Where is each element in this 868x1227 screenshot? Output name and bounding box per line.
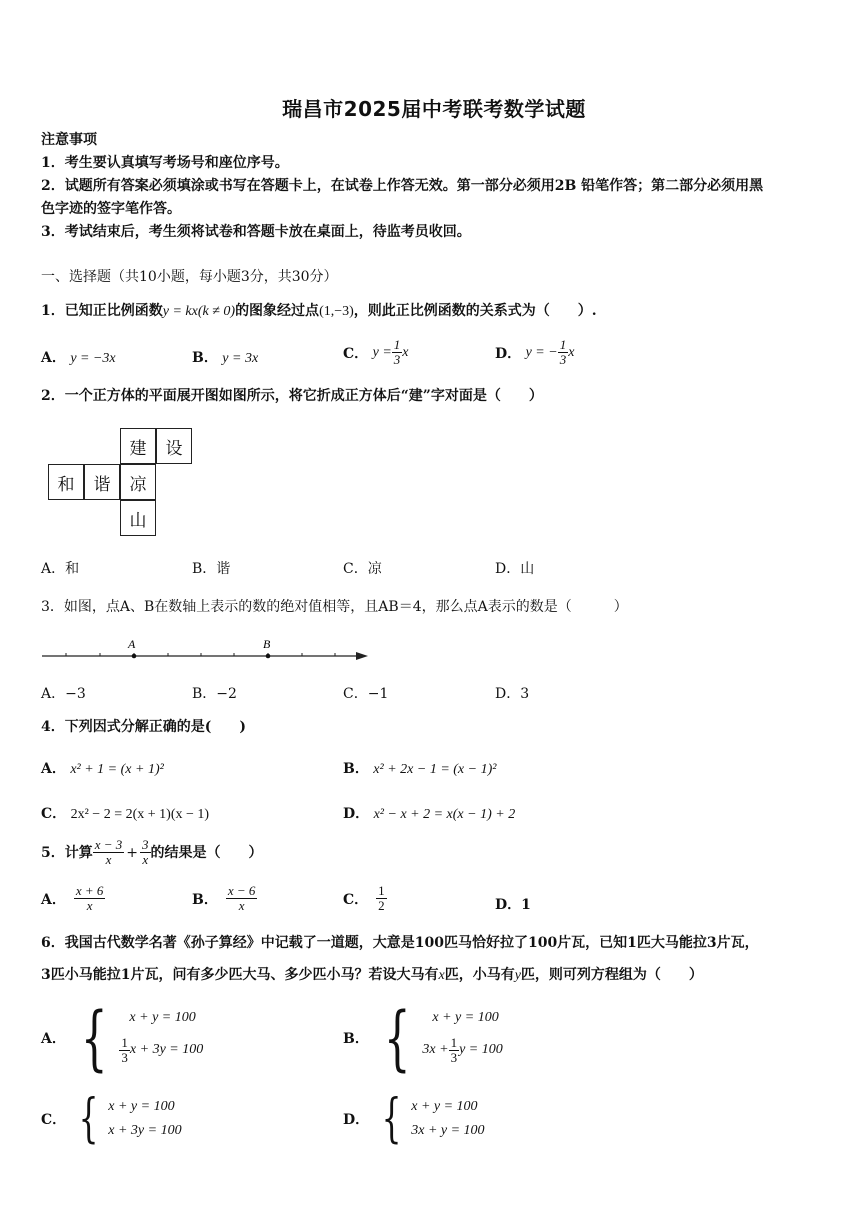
q5-b-label: B．: [192, 891, 218, 908]
q5-b-fraction: [226, 884, 258, 913]
q5-option-d[interactable]: D．1: [495, 897, 531, 913]
q6-a-brace: {: [80, 997, 108, 1079]
q6-a-label: A．: [41, 1031, 66, 1047]
q6-stem-line2: [41, 966, 703, 985]
point-a-label: A: [128, 637, 136, 651]
q1-a-label: A．: [41, 350, 66, 366]
q4-option-a[interactable]: [41, 758, 164, 778]
q6-option-c[interactable]: [41, 1089, 182, 1149]
q6-b-system: [422, 1006, 502, 1070]
q3-option-a[interactable]: A．−3: [41, 686, 86, 702]
q1-a-text: y = −3x: [70, 351, 116, 366]
q6-c-label: C．: [41, 1112, 67, 1128]
q1-option-c[interactable]: [343, 338, 409, 367]
q2-option-a[interactable]: A．和: [41, 561, 80, 577]
q6-b-eq2-den: 3: [450, 1049, 458, 1065]
q6-option-d[interactable]: [343, 1089, 485, 1149]
q5-a-den: x: [86, 898, 93, 913]
q4-d-text: x² − x + 2 = x(x − 1) + 2: [373, 807, 516, 822]
q6-a-eq1: x + y = 100: [129, 1010, 196, 1025]
q5-plus: +: [126, 844, 139, 861]
q2-option-c[interactable]: C．凉: [343, 561, 382, 577]
notice-item-2-cont: 色字迹的签字笔作答。: [41, 201, 181, 217]
q4-option-b[interactable]: [343, 758, 496, 778]
q6-b-eq2-pre: 3x +: [422, 1042, 449, 1057]
q1-d-num: 1: [559, 337, 567, 352]
q1-c-num: 1: [393, 337, 401, 352]
q6-c-system: [108, 1095, 181, 1143]
section-heading: 一、选择题（共10小题，每小题3分，共30分）: [41, 269, 338, 285]
q5-c-den: 2: [378, 898, 385, 913]
q1-option-d[interactable]: [495, 338, 574, 367]
q1-option-b[interactable]: [192, 347, 258, 367]
q6-line2-mid: 匹，小马有: [444, 967, 515, 983]
q6-b-brace: {: [383, 997, 411, 1079]
q6-var-x: x: [438, 968, 445, 983]
q5-b-den: x: [238, 898, 245, 913]
q1-b-label: B．: [192, 350, 218, 366]
q5-f2-den: x: [142, 852, 149, 867]
net-cell-xie: 谐: [84, 464, 120, 500]
q1-math-function: y = kx(k ≠ 0): [162, 304, 236, 319]
q1-c-den: 3: [393, 352, 401, 367]
q6-b-eq2-fraction: [449, 1036, 460, 1065]
q3-option-c[interactable]: C．−1: [343, 686, 389, 702]
q6-a-eq2-num: 1: [121, 1034, 128, 1050]
q6-a-eq2-fraction: [119, 1036, 130, 1065]
q6-b-eq2-post: y = 100: [459, 1042, 503, 1057]
q6-a-system: [119, 1006, 203, 1070]
q6-a-eq2-den: 3: [121, 1049, 128, 1065]
point-a-dot: [132, 654, 137, 659]
q6-d-eq1: x + y = 100: [411, 1099, 478, 1114]
q6-stem-line1: 6．我国古代数学名著《孙子算经》中记载了一道题，大意是100匹马恰好拉了100片瓦，已知1匹大马能拉3片瓦，: [41, 935, 759, 951]
q4-option-d[interactable]: [343, 803, 515, 823]
q4-b-text: x² + 2x − 1 = (x − 1)²: [373, 762, 497, 777]
q6-var-y: y: [514, 968, 521, 983]
q6-c-eq1: x + y = 100: [108, 1099, 175, 1114]
q3-option-d[interactable]: D．3: [495, 686, 530, 702]
number-line-arrow: [356, 652, 368, 660]
q5-option-b[interactable]: [192, 884, 257, 913]
page-title: 瑞昌市2025届中考联考数学试题: [282, 97, 586, 121]
point-b-dot: [266, 654, 271, 659]
net-cell-he: 和: [48, 464, 84, 500]
notice-item-1: 1．考生要认真填写考场号和座位序号。: [41, 155, 289, 171]
q6-option-a[interactable]: [41, 997, 204, 1079]
q2-option-b[interactable]: B．谐: [192, 561, 231, 577]
net-cell-jian: 建: [120, 428, 156, 464]
q1-mid: 的图象经过点: [235, 303, 320, 319]
q6-b-eq2: [422, 1030, 502, 1070]
q5-post: 的结果是（ ）: [150, 844, 263, 861]
q1-math-point: (1,−3): [319, 304, 354, 319]
q6-line2-pre: 3匹小马能拉1片瓦，问有多少匹大马、多少匹小马？若设大马有: [41, 967, 439, 983]
q6-d-label: D．: [343, 1112, 370, 1128]
q6-a-eq2: [119, 1030, 203, 1070]
q5-fraction-2: [140, 838, 151, 867]
q6-option-b[interactable]: [343, 997, 503, 1079]
notice-item-3: 3．考试结束后，考生须将试卷和答题卡放在桌面上，待监考员收回。: [41, 224, 471, 240]
q5-f1-den: x: [105, 852, 112, 867]
q5-a-label: A．: [41, 891, 66, 908]
q6-b-eq1: x + y = 100: [432, 1010, 499, 1025]
q4-b-label: B．: [343, 761, 369, 777]
q5-pre: 5．计算: [41, 844, 93, 861]
q5-b-num: x − 6: [227, 883, 256, 898]
q6-d-eq2: 3x + y = 100: [411, 1123, 485, 1138]
q1-pre: 1．已知正比例函数: [41, 303, 163, 319]
q1-d-post: x: [568, 344, 575, 360]
q4-d-label: D．: [343, 806, 370, 822]
q5-f2-num: 3: [142, 837, 149, 852]
q1-post: ，则此正比例函数的关系式为（ ）.: [353, 303, 597, 319]
q1-c-fraction: [392, 338, 403, 367]
q4-a-label: A．: [41, 761, 66, 777]
q3-stem: 3．如图，点A、B在数轴上表示的数的绝对值相等，且AB＝4，那么点A表示的数是（ ）: [41, 599, 628, 615]
q6-d-brace: {: [381, 1089, 402, 1149]
q1-d-pre: y = −: [525, 344, 558, 360]
q5-fraction-1: [93, 838, 125, 867]
q6-b-eq2-num: 1: [450, 1034, 458, 1050]
point-b-label: B: [263, 637, 271, 651]
q2-stem: 2．一个正方体的平面展开图如图所示，将它折成正方体后“建”字对面是（ ）: [41, 388, 543, 404]
q1-stem: [41, 302, 597, 321]
notice-heading: 注意事项: [41, 132, 97, 148]
q1-c-pre: y =: [372, 344, 392, 360]
q5-a-fraction: [74, 884, 106, 913]
q2-option-d[interactable]: D．山: [495, 561, 535, 577]
q1-c-label: C．: [343, 345, 369, 362]
q5-option-c[interactable]: [343, 884, 387, 913]
q6-d-system: [411, 1095, 484, 1143]
q6-c-eq2: x + 3y = 100: [108, 1123, 182, 1138]
q4-a-text: x² + 1 = (x + 1)²: [70, 762, 164, 777]
net-cell-shan: 山: [120, 500, 156, 536]
q6-line2-post: 匹，则可列方程组为（ ）: [520, 967, 703, 983]
q5-stem: [41, 838, 263, 867]
q1-c-post: x: [402, 344, 409, 360]
q1-d-fraction: [558, 338, 569, 367]
q1-b-text: y = 3x: [222, 351, 259, 366]
net-cell-liang: 凉: [120, 464, 156, 500]
q5-c-fraction: [376, 884, 387, 913]
q5-c-num: 1: [378, 883, 385, 898]
q1-d-label: D．: [495, 345, 522, 362]
q6-c-brace: {: [78, 1089, 99, 1149]
q3-option-b[interactable]: B．−2: [192, 686, 237, 702]
q4-c-text: 2x² − 2 = 2(x + 1)(x − 1): [70, 807, 210, 822]
q4-option-c[interactable]: [41, 803, 209, 823]
q5-option-a[interactable]: [41, 884, 105, 913]
net-cell-she: 设: [156, 428, 192, 464]
q6-a-eq2-post: x + 3y = 100: [129, 1042, 204, 1057]
q6-b-label: B．: [343, 1031, 369, 1047]
q4-stem: 4．下列因式分解正确的是( ): [41, 719, 246, 735]
notice-item-2: 2．试题所有答案必须填涂或书写在答题卡上，在试卷上作答无效。第一部分必须用2B 铅笔作答；第二部分必须用黑: [41, 178, 764, 194]
q1-option-a[interactable]: [41, 347, 116, 367]
q5-c-label: C．: [343, 891, 369, 908]
q4-c-label: C．: [41, 806, 67, 822]
q1-d-den: 3: [559, 352, 567, 367]
number-line: [40, 633, 375, 667]
q5-a-num: x + 6: [75, 883, 104, 898]
q5-f1-num: x − 3: [94, 837, 123, 852]
